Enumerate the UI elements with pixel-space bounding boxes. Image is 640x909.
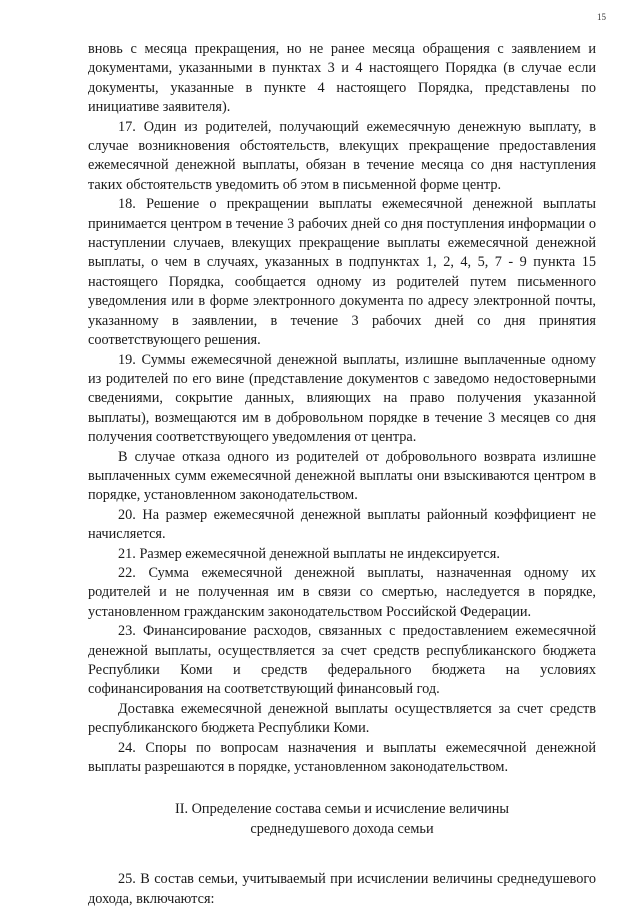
paragraph-21: 21. Размер ежемесячной денежной выплаты не индексируется.: [118, 545, 500, 562]
section-heading-line-2: среднедушевого дохода семьи: [250, 820, 434, 837]
paragraph-19: 19. Суммы ежемесячной денежной выплаты, излишне выплаченные одному из родителей по его вине (представление документов с заведомо недостоверными сведениями, сокрытие данных, влияющих на право получения указанной выплаты), возмещаются им в добровольном порядке в течение 3 месяцев со дня получения соответствующего уведомления от центра.: [88, 351, 596, 446]
paragraph-continuation: вновь с месяца прекращения, но не ранее месяца обращения с заявлением и документами, указанными в пунктах 3 и 4 настоящего Порядка (в случае если документы, указанные в пункте 4 настоящего Порядка, представлены по инициативе заявителя).: [88, 41, 596, 116]
paragraph-24: 24. Споры по вопросам назначения и выплаты ежемесячной денежной выплаты разрешаются в порядке, установленном законодательством.: [88, 739, 596, 776]
paragraph-19-refusal: В случае отказа одного из родителей от добровольного возврата излишне выплаченных сумм ежемесячной денежной выплаты они взыскиваются центром в порядке, установленном законодательством.: [88, 448, 596, 504]
paragraph-22: 22. Сумма ежемесячной денежной выплаты, назначенная одному их родителей и не полученная им в связи со смертью, наследуется в порядке, установленном гражданским законодательством Российской Федерации.: [88, 564, 596, 620]
section-heading: [88, 800, 596, 839]
paragraph-18: 18. Решение о прекращении выплаты ежемесячной денежной выплаты принимается центром в течение 3 рабочих дней со дня поступления информации о наступлении случаев, влекущих прекращение выплаты ежемесячной денежной выплаты, о чем в случаях, указанных в подпунктах 1, 2, 4, 5, 7 - 9 пункта 15 настоящего Порядка, сообщается одному из родителей путем письменного уведомления или в форме электронного документа по адресу электронной почты, указанному в заявлении, в течение 3 рабочих дней со дня принятия соответствующего решения.: [88, 196, 596, 349]
paragraph-23-delivery: Доставка ежемесячной денежной выплаты осуществляется за счет средств республиканского бюджета Республики Коми.: [88, 700, 596, 737]
paragraph-20: 20. На размер ежемесячной денежной выплаты районный коэффициент не начисляется.: [88, 506, 596, 543]
page-number: 15: [597, 12, 606, 22]
paragraph-23: 23. Финансирование расходов, связанных с предоставлением ежемесячной денежной выплаты, осуществляется за счет средств республиканского бюджета Республики Коми и средств федерального бюджета на условиях софинансирования на соответствующий финансовый год.: [88, 623, 596, 698]
paragraph-17: 17. Один из родителей, получающий ежемесячную денежную выплату, в случае возникновения обстоятельств, влекущих прекращение предоставления ежемесячной денежной выплаты, обязан в течение месяца со дня наступления таких обстоятельств уведомить об этом в письменной форме центр.: [88, 118, 596, 193]
section-heading-line-1: II. Определение состава семьи и исчисление величины: [174, 801, 510, 818]
document-body: [88, 40, 596, 909]
paragraph-25: 25. В состав семьи, учитываемый при исчислении величины среднедушевого дохода, включаются:: [88, 871, 596, 907]
